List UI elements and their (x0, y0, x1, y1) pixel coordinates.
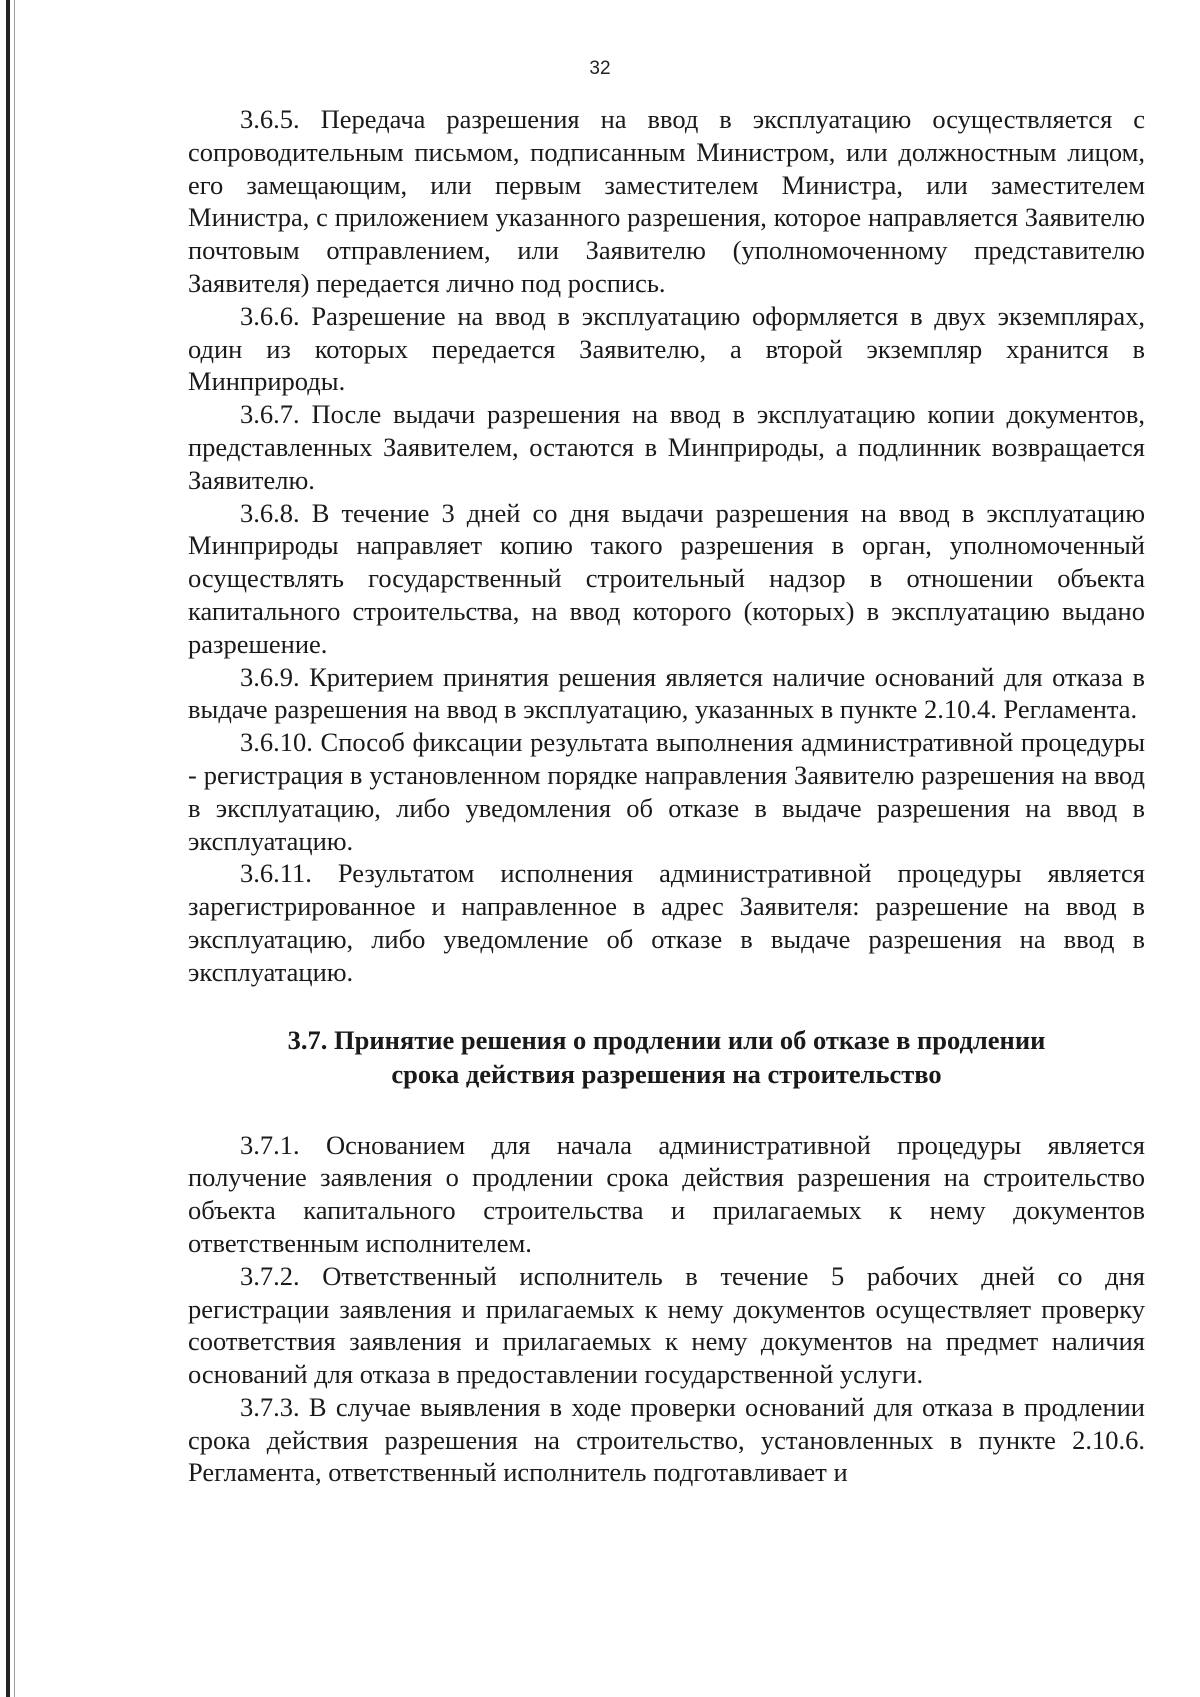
section-heading-line-2: срока действия разрешения на строительство (391, 1058, 942, 1089)
paragraph-3-7-3: 3.7.3. В случае выявления в ходе проверки оснований для отказа в продлении срока действия разрешения на строительство, установленных в пункте 2.10.6. Регламента, ответственный исполнитель подготавливает и (188, 1391, 1145, 1488)
paragraph-3-6-8: 3.6.8. В течение 3 дней со дня выдачи разрешения на ввод в эксплуатацию Минприроды направляет копию такого разрешения в орган, уполномоченный осуществлять государственный строительный надзор в отношении объекта капитального строительства, на ввод которого (которых) в эксплуатацию выдано разрешение. (188, 497, 1145, 659)
paragraph-3-6-7: 3.6.7. После выдачи разрешения на ввод в эксплуатацию копии документов, представленных Заявителем, остаются в Минприроды, а подлинник возвращается Заявителю. (188, 399, 1145, 495)
paragraph-3-7-2: 3.7.2. Ответственный исполнитель в течение 5 рабочих дней со дня регистрации заявления и прилагаемых к нему документов осуществляет проверку соответствия заявления и прилагаемых к нему документов на предмет наличия оснований для отказа в предоставлении государственной услуги. (188, 1260, 1145, 1390)
page-number: 32 (589, 58, 611, 79)
paragraph-3-6-11: 3.6.11. Результатом исполнения административной процедуры является зарегистрированное и направленное в адрес Заявителя: разрешение на ввод в эксплуатацию, либо уведомление об отказе в выдаче разрешения на ввод в эксплуатацию. (188, 858, 1145, 987)
paragraph-3-6-6: 3.6.6. Разрешение на ввод в эксплуатацию оформляется в двух экземплярах, один из которых передается Заявителю, а второй экземпляр хранится в Минприроды. (188, 300, 1145, 397)
section-heading-3-7 (188, 989, 1145, 1129)
document-body (188, 103, 1145, 1489)
paragraph-3-6-5: 3.6.5. Передача разрешения на ввод в эксплуатацию осуществляется с сопроводительным письмом, подписанным Министром, или должностным лицом, его замещающим, или первым заместителем Министра, или заместителем Министра, с приложением указанного разрешения, которое направляется Заявителю почтовым отправлением, или Заявителю (уполномоченному представителю Заявителя) передается лично под роспись. (188, 104, 1145, 298)
scan-border-left-thin (14, 0, 15, 1697)
section-heading-line-1: 3.7. Принятие решения о продлении или об отказе в продлении (287, 1024, 1046, 1055)
paragraph-3-6-9: 3.6.9. Критерием принятия решения является наличие оснований для отказа в выдаче разрешения на ввод в эксплуатацию, указанных в пункте 2.10.4. Регламента. (188, 661, 1145, 725)
paragraph-3-6-10: 3.6.10. Способ фиксации результата выполнения административной процедуры - регистрация в установленном порядке направления Заявителю разрешения на ввод в эксплуатацию, либо уведомления об отказе в выдаче разрешения на ввод в эксплуатацию. (188, 727, 1145, 856)
scan-border-left (6, 0, 10, 1697)
paragraph-3-7-1: 3.7.1. Основанием для начала административной процедуры является получение заявления о продлении срока действия разрешения на строительство объекта капитального строительства и прилагаемых к нему документов ответственным исполнителем. (188, 1129, 1145, 1258)
